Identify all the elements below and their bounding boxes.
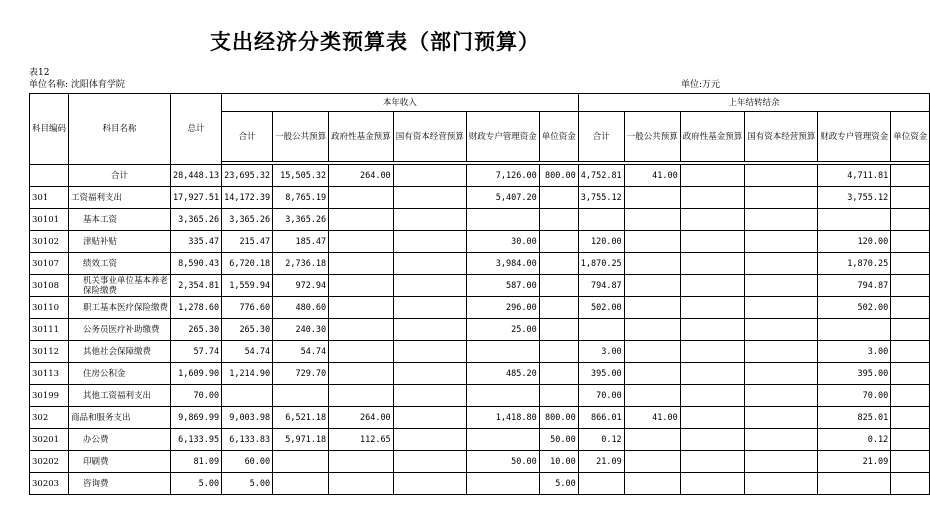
cell-p-sum — [578, 209, 624, 231]
cell-c-unit — [539, 319, 578, 341]
cell-code: 30199 — [30, 385, 69, 407]
cell-p-fund — [680, 473, 745, 495]
cell-p-cap — [745, 297, 818, 319]
cell-p-fund — [680, 165, 745, 187]
table-row — [30, 473, 930, 495]
cell-c-unit — [539, 209, 578, 231]
cell-p-cap — [745, 253, 818, 275]
cell-p-unit — [891, 187, 930, 209]
cell-p-fund — [680, 209, 745, 231]
cell-p-fund — [680, 275, 745, 297]
cell-p-spec — [818, 319, 891, 341]
cell-c-gen: 54.74 — [273, 341, 329, 363]
cell-p-spec: 794.87 — [818, 275, 891, 297]
cell-p-fund — [680, 187, 745, 209]
cell-c-spec: 296.00 — [466, 297, 539, 319]
cell-p-fund — [680, 297, 745, 319]
cell-p-spec: 120.00 — [818, 231, 891, 253]
header-current-general: 一般公共预算 — [273, 112, 329, 162]
cell-p-gen — [624, 363, 680, 385]
cell-p-gen — [624, 385, 680, 407]
cell-p-sum: 0.12 — [578, 429, 624, 451]
cell-c-spec — [466, 429, 539, 451]
cell-p-sum: 3,755.12 — [578, 187, 624, 209]
table-row — [30, 407, 930, 429]
cell-total: 335.47 — [171, 231, 222, 253]
cell-c-fund — [329, 319, 394, 341]
cell-c-sum: 54.74 — [222, 341, 273, 363]
cell-c-fund — [329, 451, 394, 473]
cell-code: 30111 — [30, 319, 69, 341]
cell-c-cap — [393, 341, 466, 363]
header-current-year: 本年收入 — [222, 94, 579, 112]
cell-p-gen: 41.00 — [624, 165, 680, 187]
cell-c-sum: 1,214.90 — [222, 363, 273, 385]
cell-p-spec: 70.00 — [818, 385, 891, 407]
cell-c-cap — [393, 165, 466, 187]
cell-c-cap — [393, 297, 466, 319]
cell-p-gen — [624, 473, 680, 495]
cell-c-fund — [329, 385, 394, 407]
cell-p-fund — [680, 363, 745, 385]
cell-c-sum: 215.47 — [222, 231, 273, 253]
cell-c-fund: 112.65 — [329, 429, 394, 451]
cell-p-gen — [624, 451, 680, 473]
cell-code: 30113 — [30, 363, 69, 385]
cell-p-sum: 502.00 — [578, 297, 624, 319]
cell-name: 基本工资 — [69, 209, 171, 231]
cell-code: 30112 — [30, 341, 69, 363]
cell-c-cap — [393, 319, 466, 341]
cell-p-sum: 4,752.81 — [578, 165, 624, 187]
cell-code: 30102 — [30, 231, 69, 253]
cell-code: 301 — [30, 187, 69, 209]
cell-p-spec — [818, 209, 891, 231]
cell-c-unit: 5.00 — [539, 473, 578, 495]
cell-c-spec: 3,984.00 — [466, 253, 539, 275]
cell-p-unit — [891, 165, 930, 187]
cell-total: 17,927.51 — [171, 187, 222, 209]
cell-p-spec: 0.12 — [818, 429, 891, 451]
cell-p-sum — [578, 473, 624, 495]
cell-c-spec: 485.20 — [466, 363, 539, 385]
cell-c-gen — [273, 385, 329, 407]
cell-p-cap — [745, 451, 818, 473]
cell-name: 绩效工资 — [69, 253, 171, 275]
header-total: 总计 — [171, 94, 222, 165]
cell-p-fund — [680, 407, 745, 429]
cell-code: 30201 — [30, 429, 69, 451]
cell-p-gen — [624, 253, 680, 275]
table-row — [30, 319, 930, 341]
cell-total: 9,869.99 — [171, 407, 222, 429]
cell-c-sum — [222, 385, 273, 407]
header-name: 科目名称 — [69, 94, 171, 165]
cell-p-spec: 4,711.81 — [818, 165, 891, 187]
cell-p-spec — [818, 473, 891, 495]
cell-p-gen: 41.00 — [624, 407, 680, 429]
cell-c-gen: 3,365.26 — [273, 209, 329, 231]
cell-total: 5.00 — [171, 473, 222, 495]
cell-total: 8,590.43 — [171, 253, 222, 275]
cell-c-cap — [393, 451, 466, 473]
cell-c-gen: 2,736.18 — [273, 253, 329, 275]
table-row — [30, 363, 930, 385]
header-current-fund: 政府性基金预算 — [329, 112, 394, 162]
cell-total: 1,278.60 — [171, 297, 222, 319]
cell-c-sum: 776.60 — [222, 297, 273, 319]
cell-c-cap — [393, 275, 466, 297]
cell-name: 合计 — [69, 165, 171, 187]
header-prior-year: 上年结转结余 — [578, 94, 930, 112]
cell-p-fund — [680, 341, 745, 363]
cell-c-cap — [393, 363, 466, 385]
cell-c-unit — [539, 385, 578, 407]
cell-total: 6,133.95 — [171, 429, 222, 451]
cell-p-gen — [624, 231, 680, 253]
cell-c-unit — [539, 341, 578, 363]
cell-c-unit: 50.00 — [539, 429, 578, 451]
cell-p-sum: 3.00 — [578, 341, 624, 363]
cell-p-gen — [624, 187, 680, 209]
cell-name: 办公费 — [69, 429, 171, 451]
cell-c-sum: 14,172.39 — [222, 187, 273, 209]
cell-p-unit — [891, 473, 930, 495]
cell-c-sum: 6,133.83 — [222, 429, 273, 451]
cell-c-sum: 1,559.94 — [222, 275, 273, 297]
cell-c-cap — [393, 209, 466, 231]
cell-p-unit — [891, 231, 930, 253]
cell-c-fund — [329, 209, 394, 231]
cell-c-spec: 5,407.20 — [466, 187, 539, 209]
cell-c-spec: 7,126.00 — [466, 165, 539, 187]
table-row — [30, 209, 930, 231]
cell-code: 30108 — [30, 275, 69, 297]
cell-c-unit — [539, 297, 578, 319]
cell-c-sum: 265.30 — [222, 319, 273, 341]
table-row — [30, 253, 930, 275]
cell-code: 30202 — [30, 451, 69, 473]
cell-c-gen — [273, 473, 329, 495]
cell-code: 30107 — [30, 253, 69, 275]
cell-name: 机关事业单位基本养老保险缴费 — [69, 275, 171, 297]
header-current-sum: 合计 — [222, 112, 273, 162]
cell-p-unit — [891, 451, 930, 473]
cell-c-gen: 6,521.18 — [273, 407, 329, 429]
cell-name: 职工基本医疗保险缴费 — [69, 297, 171, 319]
table-row — [30, 341, 930, 363]
cell-total: 81.09 — [171, 451, 222, 473]
table-row — [30, 231, 930, 253]
cell-c-spec — [466, 341, 539, 363]
cell-code — [30, 165, 69, 187]
cell-c-sum: 5.00 — [222, 473, 273, 495]
cell-c-gen: 480.60 — [273, 297, 329, 319]
cell-name: 其他工资福利支出 — [69, 385, 171, 407]
cell-total: 70.00 — [171, 385, 222, 407]
cell-c-sum: 3,365.26 — [222, 209, 273, 231]
cell-c-fund: 264.00 — [329, 165, 394, 187]
cell-p-unit — [891, 253, 930, 275]
cell-c-spec — [466, 385, 539, 407]
cell-p-gen — [624, 319, 680, 341]
cell-p-fund — [680, 253, 745, 275]
cell-name: 印刷费 — [69, 451, 171, 473]
cell-p-cap — [745, 341, 818, 363]
header-prior-state-capital: 国有资本经营预算 — [745, 112, 818, 162]
cell-p-gen — [624, 275, 680, 297]
cell-c-gen: 729.70 — [273, 363, 329, 385]
cell-c-unit — [539, 187, 578, 209]
budget-table — [29, 93, 930, 495]
cell-p-cap — [745, 407, 818, 429]
cell-p-sum: 120.00 — [578, 231, 624, 253]
cell-p-cap — [745, 319, 818, 341]
cell-name: 公务员医疗补助缴费 — [69, 319, 171, 341]
cell-c-gen — [273, 451, 329, 473]
cell-p-cap — [745, 209, 818, 231]
cell-code: 30203 — [30, 473, 69, 495]
cell-code: 30110 — [30, 297, 69, 319]
cell-c-fund — [329, 341, 394, 363]
cell-p-fund — [680, 451, 745, 473]
cell-c-spec — [466, 209, 539, 231]
cell-total: 265.30 — [171, 319, 222, 341]
header-prior-sum: 合计 — [578, 112, 624, 162]
cell-p-sum: 70.00 — [578, 385, 624, 407]
cell-c-gen: 240.30 — [273, 319, 329, 341]
unit-label: 单位:万元 — [680, 80, 720, 90]
cell-p-gen — [624, 341, 680, 363]
header-code: 科目编码 — [30, 94, 69, 165]
cell-c-gen: 972.94 — [273, 275, 329, 297]
cell-p-unit — [891, 429, 930, 451]
cell-c-spec: 25.00 — [466, 319, 539, 341]
cell-c-cap — [393, 253, 466, 275]
cell-p-sum: 21.09 — [578, 451, 624, 473]
header-current-state-capital: 国有资本经营预算 — [393, 112, 466, 162]
cell-p-spec: 3,755.12 — [818, 187, 891, 209]
cell-c-unit — [539, 253, 578, 275]
cell-c-fund — [329, 253, 394, 275]
cell-p-fund — [680, 385, 745, 407]
table-row — [30, 187, 930, 209]
cell-p-unit — [891, 341, 930, 363]
cell-c-gen: 8,765.19 — [273, 187, 329, 209]
cell-c-cap — [393, 473, 466, 495]
cell-c-spec: 1,418.80 — [466, 407, 539, 429]
cell-p-cap — [745, 429, 818, 451]
cell-p-unit — [891, 275, 930, 297]
cell-name: 咨询费 — [69, 473, 171, 495]
cell-code: 302 — [30, 407, 69, 429]
table-row — [30, 385, 930, 407]
cell-p-sum: 1,870.25 — [578, 253, 624, 275]
cell-p-sum: 866.01 — [578, 407, 624, 429]
cell-p-cap — [745, 165, 818, 187]
cell-total: 1,609.90 — [171, 363, 222, 385]
cell-total: 57.74 — [171, 341, 222, 363]
cell-c-unit — [539, 231, 578, 253]
cell-name: 津贴补贴 — [69, 231, 171, 253]
table-row — [30, 429, 930, 451]
cell-p-sum: 395.00 — [578, 363, 624, 385]
cell-p-spec: 21.09 — [818, 451, 891, 473]
cell-c-cap — [393, 187, 466, 209]
cell-p-cap — [745, 275, 818, 297]
page-title: 支出经济分类预算表（部门预算） — [210, 29, 540, 54]
cell-name: 商品和服务支出 — [69, 407, 171, 429]
cell-total: 3,365.26 — [171, 209, 222, 231]
cell-p-fund — [680, 429, 745, 451]
cell-p-fund — [680, 319, 745, 341]
header-prior-special: 财政专户管理资金 — [818, 112, 891, 162]
cell-p-gen — [624, 297, 680, 319]
cell-p-unit — [891, 407, 930, 429]
cell-code: 30101 — [30, 209, 69, 231]
cell-c-unit — [539, 275, 578, 297]
cell-p-unit — [891, 209, 930, 231]
cell-p-cap — [745, 385, 818, 407]
cell-name: 工资福利支出 — [69, 187, 171, 209]
cell-c-fund — [329, 187, 394, 209]
cell-c-gen: 5,971.18 — [273, 429, 329, 451]
cell-c-fund — [329, 473, 394, 495]
cell-c-fund — [329, 275, 394, 297]
cell-name: 其他社会保障缴费 — [69, 341, 171, 363]
header-prior-fund: 政府性基金预算 — [680, 112, 745, 162]
cell-c-fund — [329, 363, 394, 385]
cell-p-sum: 794.87 — [578, 275, 624, 297]
cell-c-sum: 23,695.32 — [222, 165, 273, 187]
cell-total: 2,354.81 — [171, 275, 222, 297]
cell-p-cap — [745, 187, 818, 209]
table-row — [30, 275, 930, 297]
cell-c-sum: 6,720.18 — [222, 253, 273, 275]
cell-p-cap — [745, 473, 818, 495]
cell-c-gen: 15,505.32 — [273, 165, 329, 187]
cell-p-unit — [891, 319, 930, 341]
cell-p-spec: 3.00 — [818, 341, 891, 363]
header-current-unit-funds: 单位资金 — [539, 112, 578, 162]
cell-c-fund: 264.00 — [329, 407, 394, 429]
header-prior-unit-funds: 单位资金 — [891, 112, 930, 162]
cell-c-cap — [393, 231, 466, 253]
cell-c-cap — [393, 407, 466, 429]
cell-p-spec: 825.01 — [818, 407, 891, 429]
cell-p-spec: 1,870.25 — [818, 253, 891, 275]
cell-total: 28,448.13 — [171, 165, 222, 187]
cell-c-cap — [393, 385, 466, 407]
cell-c-spec: 587.00 — [466, 275, 539, 297]
cell-c-fund — [329, 297, 394, 319]
cell-p-cap — [745, 231, 818, 253]
cell-c-unit: 800.00 — [539, 407, 578, 429]
cell-p-spec: 395.00 — [818, 363, 891, 385]
cell-p-cap — [745, 363, 818, 385]
table-number: 表12 — [29, 68, 50, 78]
header-current-special: 财政专户管理资金 — [466, 112, 539, 162]
unit-name: 单位名称: 沈阳体育学院 — [29, 80, 125, 90]
cell-c-unit — [539, 363, 578, 385]
cell-c-cap — [393, 429, 466, 451]
cell-c-unit: 800.00 — [539, 165, 578, 187]
cell-c-spec: 30.00 — [466, 231, 539, 253]
table-row — [30, 451, 930, 473]
table-row — [30, 297, 930, 319]
cell-c-spec — [466, 473, 539, 495]
table-total-row — [30, 165, 930, 187]
cell-p-gen — [624, 429, 680, 451]
cell-c-spec: 50.00 — [466, 451, 539, 473]
cell-p-spec: 502.00 — [818, 297, 891, 319]
cell-p-unit — [891, 363, 930, 385]
cell-c-sum: 60.00 — [222, 451, 273, 473]
cell-c-sum: 9,003.98 — [222, 407, 273, 429]
cell-p-unit — [891, 297, 930, 319]
cell-c-fund — [329, 231, 394, 253]
header-prior-general: 一般公共预算 — [624, 112, 680, 162]
cell-c-unit: 10.00 — [539, 451, 578, 473]
cell-p-fund — [680, 231, 745, 253]
cell-p-gen — [624, 209, 680, 231]
cell-p-unit — [891, 385, 930, 407]
cell-name: 住房公积金 — [69, 363, 171, 385]
cell-p-sum — [578, 319, 624, 341]
cell-c-gen: 185.47 — [273, 231, 329, 253]
